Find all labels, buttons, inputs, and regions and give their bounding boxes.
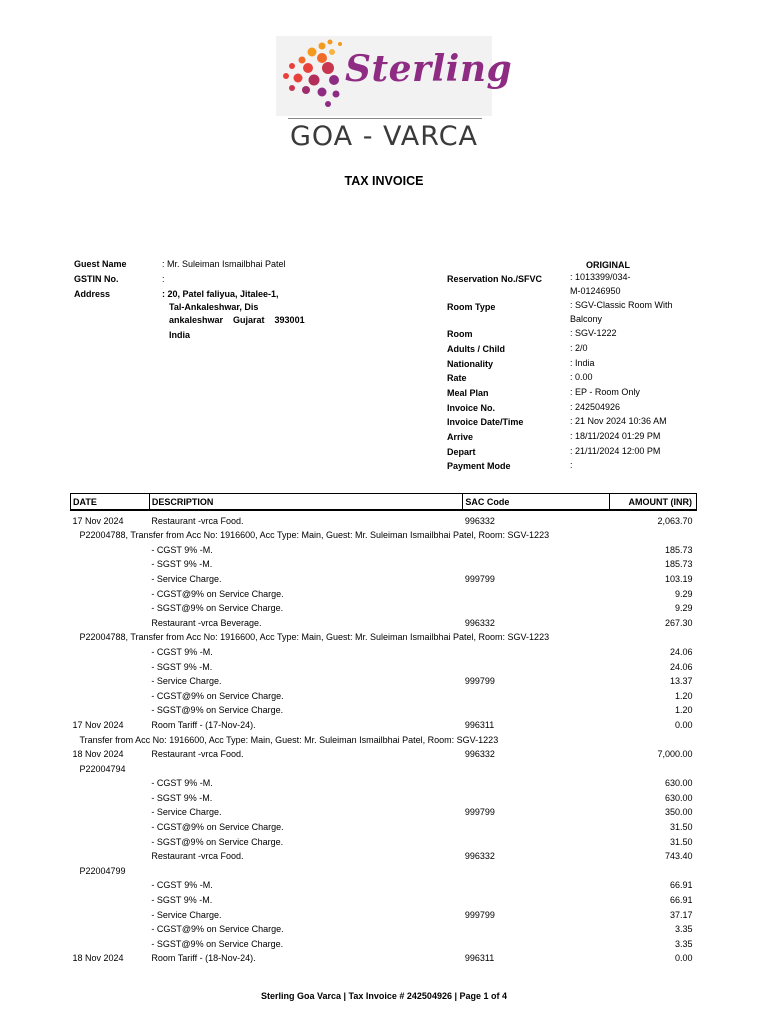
row-sac-code bbox=[463, 817, 610, 832]
table-row bbox=[71, 540, 697, 555]
table-row bbox=[71, 920, 697, 935]
row-amount: 103.19 bbox=[664, 573, 693, 584]
row-amount: 31.50 bbox=[669, 822, 693, 833]
row-date: 17 Nov 2024 bbox=[72, 515, 124, 526]
room-type-value: : SGV-Classic Room With bbox=[570, 300, 673, 310]
row-description: Room Tariff - (17-Nov-24). bbox=[151, 719, 256, 730]
table-row bbox=[71, 569, 697, 584]
row-sac-code bbox=[463, 584, 610, 599]
row-description: Restaurant -vrca Food. bbox=[151, 749, 244, 760]
table-row bbox=[71, 642, 697, 657]
table-row bbox=[71, 701, 697, 716]
row-date bbox=[71, 803, 150, 818]
reservation-value: : 1013399/034- bbox=[570, 272, 631, 282]
row-amount: 0.00 bbox=[674, 719, 693, 730]
row-amount: 3.35 bbox=[674, 924, 693, 935]
row-amount: 31.50 bbox=[669, 836, 693, 847]
row-date bbox=[71, 584, 150, 599]
gstin-value: : bbox=[162, 274, 165, 284]
table-row bbox=[71, 686, 697, 701]
row-date: 17 Nov 2024 bbox=[72, 719, 124, 730]
row-sac-code bbox=[463, 832, 610, 847]
row-date bbox=[71, 905, 150, 920]
row-note: P22004799 bbox=[79, 865, 126, 876]
gstin-label: GSTIN No. bbox=[74, 274, 119, 284]
table-row bbox=[71, 890, 697, 905]
row-description: - CGST 9% -M. bbox=[151, 544, 213, 555]
row-description: - Service Charge. bbox=[151, 807, 222, 818]
row-amount: 1.20 bbox=[674, 705, 693, 716]
row-date bbox=[71, 555, 150, 570]
rate-label: Rate bbox=[447, 373, 467, 383]
row-description: - CGST@9% on Service Charge. bbox=[151, 924, 284, 935]
invoice-date-label: Invoice Date/Time bbox=[447, 417, 524, 427]
row-sac-code: 996332 bbox=[464, 851, 495, 862]
depart-value: : 21/11/2024 12:00 PM bbox=[570, 446, 661, 456]
row-description: - SGST 9% -M. bbox=[151, 661, 213, 672]
invoice-no-value: : 242504926 bbox=[570, 402, 621, 412]
row-sac-code bbox=[463, 774, 610, 789]
row-sac-code bbox=[463, 788, 610, 803]
row-date bbox=[71, 774, 150, 789]
row-sac-code: 996332 bbox=[464, 749, 495, 760]
row-description: - SGST 9% -M. bbox=[151, 895, 213, 906]
table-row bbox=[71, 905, 697, 920]
logo-dots-icon bbox=[278, 38, 346, 110]
guest-name-label: Guest Name bbox=[74, 259, 127, 269]
rate-value: : 0.00 bbox=[570, 372, 593, 382]
depart-label: Depart bbox=[447, 447, 476, 457]
row-note: P22004794 bbox=[79, 763, 126, 774]
logo-location-text: GOA - VARCA bbox=[289, 121, 479, 152]
page-footer: Sterling Goa Varca | Tax Invoice # 242504926 | Page 1 of 4 bbox=[261, 991, 507, 1001]
row-date bbox=[71, 657, 150, 672]
table-row bbox=[71, 584, 697, 599]
table-row bbox=[71, 510, 697, 526]
row-amount: 1.20 bbox=[674, 690, 693, 701]
row-description: - CGST@9% on Service Charge. bbox=[151, 588, 284, 599]
room-label: Room bbox=[447, 329, 473, 339]
row-amount: 185.73 bbox=[664, 559, 693, 570]
row-sac-code bbox=[463, 555, 610, 570]
row-description: - Service Charge. bbox=[151, 676, 222, 687]
table-row bbox=[71, 628, 697, 643]
row-date bbox=[71, 817, 150, 832]
table-row bbox=[71, 715, 697, 730]
invoice-date-value: : 21 Nov 2024 10:36 AM bbox=[570, 416, 667, 426]
nationality-label: Nationality bbox=[447, 359, 494, 369]
row-sac-code bbox=[463, 599, 610, 614]
row-amount: 267.30 bbox=[664, 617, 693, 628]
payment-mode-value: : bbox=[570, 460, 573, 470]
room-value: : SGV-1222 bbox=[570, 328, 617, 338]
meal-plan-label: Meal Plan bbox=[447, 388, 489, 398]
table-row bbox=[71, 803, 697, 818]
invoice-items-table bbox=[70, 493, 697, 963]
row-amount: 66.91 bbox=[669, 880, 693, 891]
table-row bbox=[71, 555, 697, 570]
logo-divider bbox=[288, 118, 482, 119]
row-date bbox=[71, 701, 150, 716]
table-row bbox=[71, 934, 697, 949]
row-description: - SGST@9% on Service Charge. bbox=[151, 836, 284, 847]
row-amount: 350.00 bbox=[664, 807, 693, 818]
guest-name-value: : Mr. Suleiman Ismailbhai Patel bbox=[162, 259, 286, 269]
table-row bbox=[71, 861, 697, 876]
row-description: - SGST@9% on Service Charge. bbox=[151, 938, 284, 949]
logo-brand-text: Sterling bbox=[345, 48, 513, 90]
row-date bbox=[71, 876, 150, 891]
row-sac-code: 996311 bbox=[464, 719, 495, 730]
row-date bbox=[71, 934, 150, 949]
copy-type-label: ORIGINAL bbox=[586, 260, 630, 270]
reservation-value-cont: M-01246950 bbox=[570, 286, 621, 296]
row-description: - CGST 9% -M. bbox=[151, 646, 213, 657]
row-note: P22004788, Transfer from Acc No: 1916600, Acc Type: Main, Guest: Mr. Suleiman Ismailbhai Patel, Room: SGV-1223 bbox=[79, 530, 550, 541]
row-amount: 185.73 bbox=[664, 544, 693, 555]
table-row bbox=[71, 599, 697, 614]
arrive-value: : 18/11/2024 01:29 PM bbox=[570, 431, 661, 441]
address-line: Tal-Ankaleshwar, Dis bbox=[169, 302, 259, 312]
row-date bbox=[71, 832, 150, 847]
row-description: - CGST@9% on Service Charge. bbox=[151, 822, 284, 833]
sac-column-header: SAC Code bbox=[463, 494, 610, 511]
payment-mode-label: Payment Mode bbox=[447, 461, 511, 471]
row-date bbox=[71, 847, 150, 862]
adults-child-value: : 2/0 bbox=[570, 343, 588, 353]
row-description: Restaurant -vrca Food. bbox=[151, 851, 244, 862]
row-date bbox=[71, 672, 150, 687]
row-amount: 24.06 bbox=[669, 661, 693, 672]
row-amount: 9.29 bbox=[674, 588, 693, 599]
room-type-label: Room Type bbox=[447, 302, 496, 312]
table-row bbox=[71, 876, 697, 891]
table-row bbox=[71, 759, 697, 774]
row-description: - SGST@9% on Service Charge. bbox=[151, 705, 284, 716]
row-sac-code bbox=[463, 540, 610, 555]
row-sac-code: 999799 bbox=[464, 676, 495, 687]
row-note: P22004788, Transfer from Acc No: 1916600, Acc Type: Main, Guest: Mr. Suleiman Ismailbhai Patel, Room: SGV-1223 bbox=[79, 632, 550, 643]
row-sac-code: 996332 bbox=[464, 515, 495, 526]
table-body bbox=[71, 510, 697, 963]
table-row bbox=[71, 832, 697, 847]
row-description: - SGST 9% -M. bbox=[151, 792, 213, 803]
row-date bbox=[71, 788, 150, 803]
address-label: Address bbox=[74, 289, 111, 299]
row-amount: 24.06 bbox=[669, 646, 693, 657]
document-title: TAX INVOICE bbox=[344, 174, 424, 188]
row-description: - SGST 9% -M. bbox=[151, 559, 213, 570]
table-header-row bbox=[71, 494, 697, 511]
table-row bbox=[71, 774, 697, 789]
row-description: - CGST 9% -M. bbox=[151, 778, 213, 789]
row-note: Transfer from Acc No: 1916600, Acc Type: Main, Guest: Mr. Suleiman Ismailbhai Patel, Room: SGV-1223 bbox=[79, 734, 499, 745]
row-date: 18 Nov 2024 bbox=[72, 953, 124, 964]
row-date: 18 Nov 2024 bbox=[72, 749, 124, 760]
row-description: - CGST@9% on Service Charge. bbox=[151, 690, 284, 701]
row-amount: 37.17 bbox=[669, 909, 693, 920]
row-amount: 0.00 bbox=[674, 953, 693, 964]
row-description: Restaurant -vrca Food. bbox=[151, 515, 244, 526]
table-row bbox=[71, 745, 697, 760]
table-row bbox=[71, 847, 697, 862]
table-row bbox=[71, 613, 697, 628]
row-amount: 630.00 bbox=[664, 792, 693, 803]
table-row bbox=[71, 526, 697, 541]
row-sac-code bbox=[463, 890, 610, 905]
row-description: - CGST 9% -M. bbox=[151, 880, 213, 891]
table-row bbox=[71, 788, 697, 803]
table-row bbox=[71, 730, 697, 745]
table-row bbox=[71, 817, 697, 832]
row-amount: 66.91 bbox=[669, 895, 693, 906]
invoice-no-label: Invoice No. bbox=[447, 403, 496, 413]
date-column-header: DATE bbox=[71, 494, 150, 511]
row-amount: 9.29 bbox=[674, 603, 693, 614]
row-amount: 7,000.00 bbox=[657, 749, 693, 760]
address-line: : 20, Patel faliyua, Jitalee-1, bbox=[162, 289, 279, 299]
row-sac-code bbox=[463, 686, 610, 701]
row-description: - Service Charge. bbox=[151, 909, 222, 920]
row-sac-code: 999799 bbox=[464, 909, 495, 920]
amount-column-header: AMOUNT (INR) bbox=[610, 494, 697, 511]
row-amount: 13.37 bbox=[669, 676, 693, 687]
row-sac-code bbox=[463, 920, 610, 935]
room-type-value-cont: Balcony bbox=[570, 314, 603, 324]
row-date bbox=[71, 599, 150, 614]
table-row bbox=[71, 672, 697, 687]
table-row bbox=[71, 657, 697, 672]
row-date bbox=[71, 686, 150, 701]
reservation-label: Reservation No./SFVC bbox=[447, 274, 543, 284]
row-date bbox=[71, 613, 150, 628]
table-row bbox=[71, 949, 697, 964]
row-sac-code bbox=[463, 642, 610, 657]
row-description: - SGST@9% on Service Charge. bbox=[151, 603, 284, 614]
row-sac-code: 996311 bbox=[464, 953, 495, 964]
adults-child-label: Adults / Child bbox=[447, 344, 505, 354]
address-line: ankaleshwar Gujarat 393001 bbox=[169, 315, 305, 325]
meal-plan-value: : EP - Room Only bbox=[570, 387, 640, 397]
row-sac-code: 999799 bbox=[464, 807, 495, 818]
address-line: India bbox=[169, 330, 191, 340]
row-date bbox=[71, 920, 150, 935]
row-sac-code: 999799 bbox=[464, 573, 495, 584]
row-sac-code bbox=[463, 701, 610, 716]
row-description: - Service Charge. bbox=[151, 573, 222, 584]
row-date bbox=[71, 890, 150, 905]
description-column-header: DESCRIPTION bbox=[149, 494, 462, 511]
row-date bbox=[71, 569, 150, 584]
row-description: Room Tariff - (18-Nov-24). bbox=[151, 953, 256, 964]
row-date bbox=[71, 540, 150, 555]
row-sac-code: 996332 bbox=[464, 617, 495, 628]
row-amount: 2,063.70 bbox=[657, 515, 693, 526]
row-amount: 630.00 bbox=[664, 778, 693, 789]
row-sac-code bbox=[463, 934, 610, 949]
row-amount: 3.35 bbox=[674, 938, 693, 949]
arrive-label: Arrive bbox=[447, 432, 474, 442]
row-sac-code bbox=[463, 657, 610, 672]
row-amount: 743.40 bbox=[664, 851, 693, 862]
row-sac-code bbox=[463, 876, 610, 891]
row-date bbox=[71, 642, 150, 657]
nationality-value: : India bbox=[570, 358, 595, 368]
row-description: Restaurant -vrca Beverage. bbox=[151, 617, 262, 628]
